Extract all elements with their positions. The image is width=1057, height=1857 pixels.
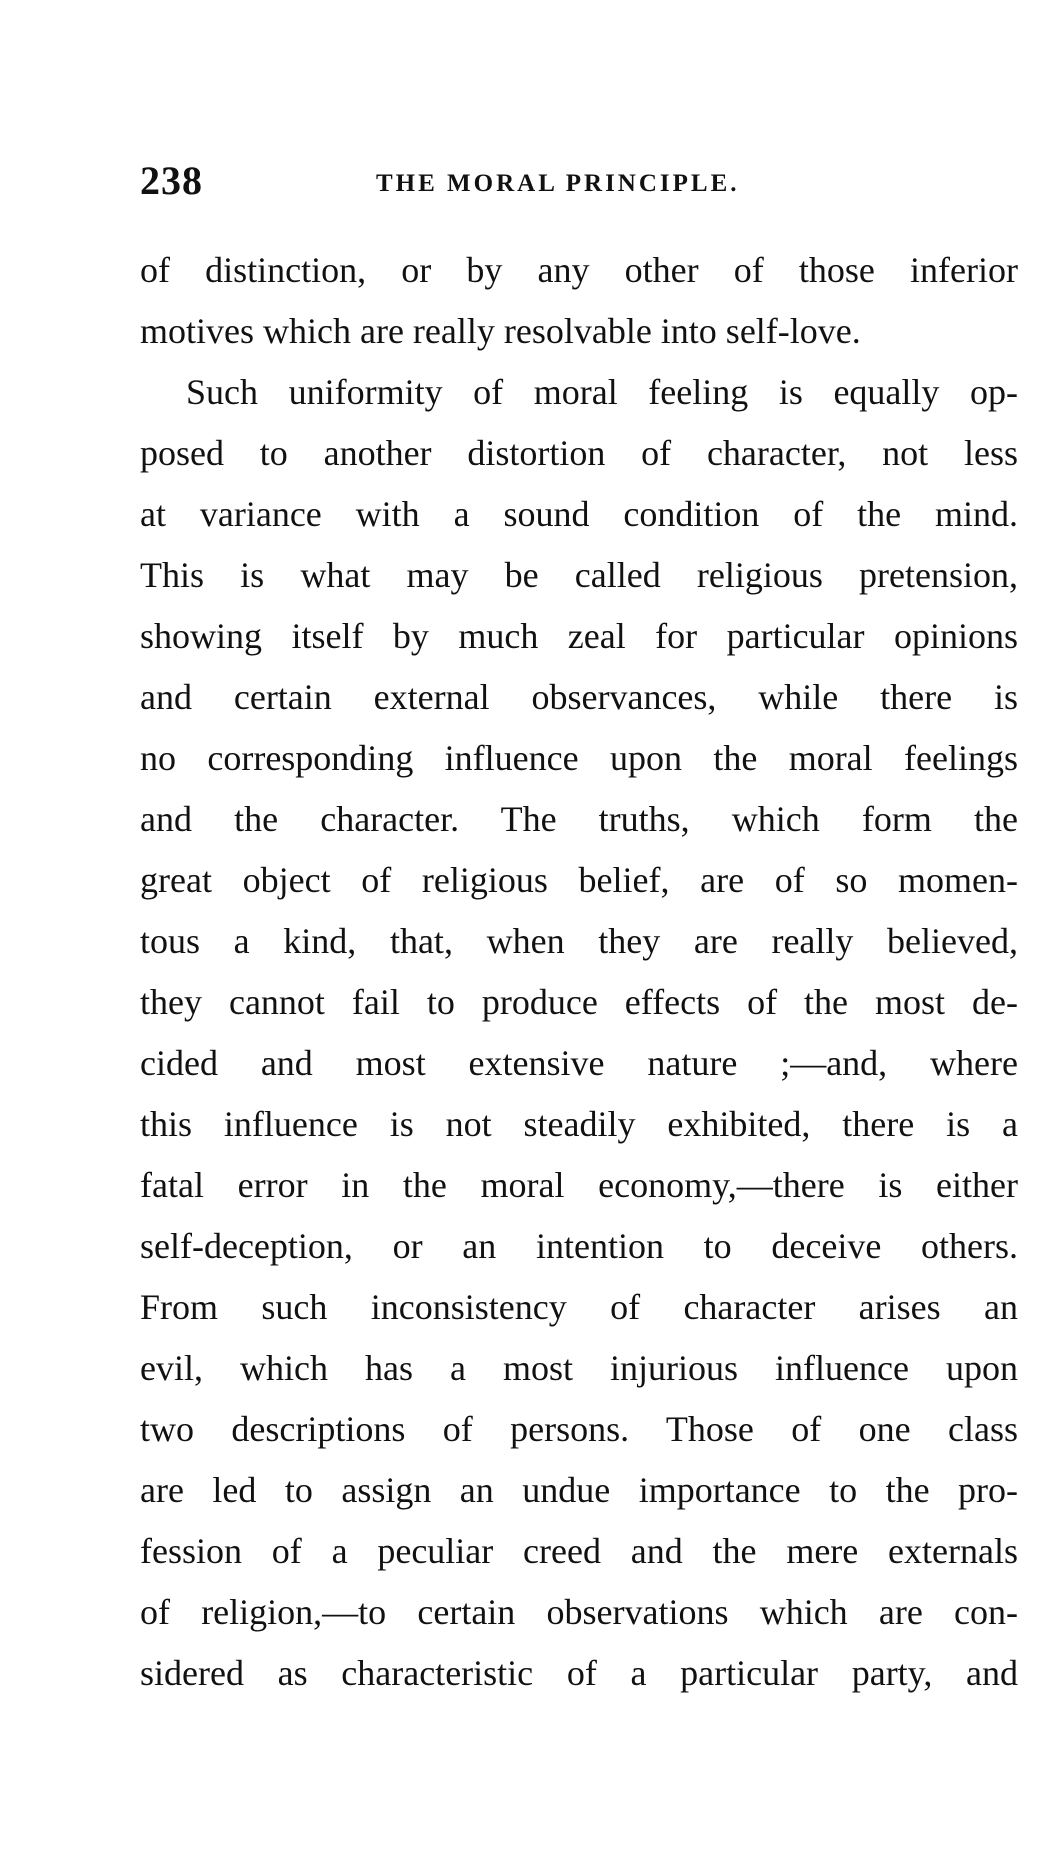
text-line: fession of a peculiar creed and the mere externals <box>140 1531 1018 1571</box>
text-line: at variance with a sound condition of the mind. <box>140 494 1018 534</box>
text-line: cided and most extensive nature ;—and, where <box>140 1043 1018 1083</box>
text-line: This is what may be called religious pretension, <box>140 555 1018 595</box>
text-line: fatal error in the moral economy,—there is either <box>140 1165 1018 1205</box>
text-line: of distinction, or by any other of those inferior <box>140 250 1018 290</box>
text-line: of religion,—to certain observations which are con- <box>140 1592 1018 1632</box>
text-line: From such inconsistency of character arises an <box>140 1287 1018 1327</box>
text-line: motives which are really resolvable into self-love. <box>140 311 861 351</box>
text-line: great object of religious belief, are of so momen- <box>140 860 1018 900</box>
text-line: showing itself by much zeal for particular opinions <box>140 616 1018 656</box>
text-line: they cannot fail to produce effects of the most de- <box>140 982 1018 1022</box>
text-line: self-deception, or an intention to deceive others. <box>140 1226 1018 1266</box>
text-line: this influence is not steadily exhibited, there is a <box>140 1104 1018 1144</box>
text-line: are led to assign an undue importance to the pro- <box>140 1470 1018 1510</box>
body-text <box>140 240 1018 1704</box>
text-line: and certain external observances, while there is <box>140 677 1018 717</box>
paragraph-first-line: Such uniformity of moral feeling is equally op- <box>186 372 1018 412</box>
text-line: sidered as characteristic of a particular party, and <box>140 1653 1018 1693</box>
text-line: no corresponding influence upon the moral feelings <box>140 738 1018 778</box>
text-line: two descriptions of persons. Those of one class <box>140 1409 1018 1449</box>
text-line: posed to another distortion of character, not less <box>140 433 1018 473</box>
page-number: 238 <box>140 158 203 203</box>
page-header <box>140 157 1020 207</box>
text-line: tous a kind, that, when they are really believed, <box>140 921 1018 961</box>
running-title: THE MORAL PRINCIPLE. <box>376 170 740 197</box>
text-line: evil, which has a most injurious influence upon <box>140 1348 1018 1388</box>
text-line: and the character. The truths, which form the <box>140 799 1018 839</box>
